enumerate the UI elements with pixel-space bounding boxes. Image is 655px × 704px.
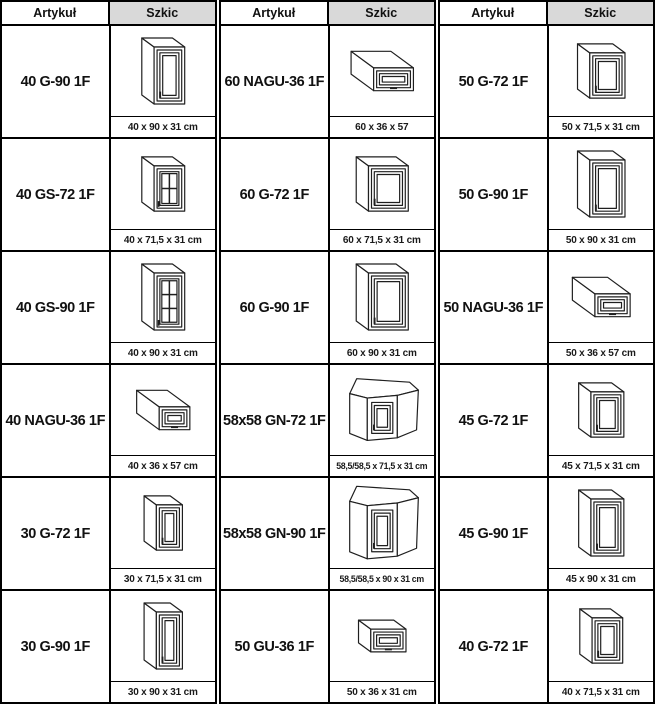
sketch-cell bbox=[547, 591, 654, 702]
article-name: 50 G-90 1F bbox=[458, 186, 528, 203]
dimensions-caption: 50 x 71,5 x 31 cm bbox=[549, 116, 654, 137]
dimensions-caption: 58,5/58,5 x 71,5 x 31 cm bbox=[330, 455, 435, 476]
article-name: 30 G-90 1F bbox=[20, 638, 90, 655]
sketch-cell bbox=[547, 365, 654, 476]
dimensions-caption: 50 x 90 x 31 cm bbox=[549, 229, 654, 250]
article-name: 60 G-72 1F bbox=[239, 186, 309, 203]
table-row bbox=[221, 252, 434, 365]
sketch-cell bbox=[328, 365, 435, 476]
article-cell bbox=[221, 591, 328, 702]
group-rows bbox=[2, 26, 215, 702]
sketch-cell bbox=[109, 139, 216, 250]
article-name: 30 G-72 1F bbox=[20, 525, 90, 542]
corner-wall-cabinet-door-icon bbox=[330, 478, 435, 568]
dimensions-caption: 50 x 36 x 31 cm bbox=[330, 681, 435, 702]
dimensions-caption: 40 x 71,5 x 31 cm bbox=[111, 229, 216, 250]
article-cell bbox=[2, 478, 109, 589]
table-row bbox=[440, 365, 653, 478]
article-cell bbox=[2, 139, 109, 250]
article-cell bbox=[2, 252, 109, 363]
sketch-cell bbox=[328, 252, 435, 363]
article-name: 40 GS-72 1F bbox=[15, 186, 95, 203]
dimensions-caption: 45 x 71,5 x 31 cm bbox=[549, 455, 654, 476]
wall-cabinet-single-door-icon bbox=[549, 365, 654, 455]
table-row bbox=[2, 591, 215, 702]
article-cell bbox=[221, 478, 328, 589]
sketch-cell bbox=[547, 252, 654, 363]
article-name: 40 NAGU-36 1F bbox=[5, 412, 106, 429]
catalog-column-group-3 bbox=[438, 0, 655, 704]
article-cell bbox=[440, 365, 547, 476]
wall-cabinet-single-door-icon bbox=[549, 26, 654, 116]
table-row bbox=[440, 26, 653, 139]
dimensions-caption: 30 x 71,5 x 31 cm bbox=[111, 568, 216, 589]
article-name: 58x58 GN-72 1F bbox=[223, 412, 326, 429]
article-cell bbox=[2, 365, 109, 476]
article-name: 50 NAGU-36 1F bbox=[443, 299, 544, 316]
wall-cabinet-flip-up-door-icon bbox=[111, 365, 216, 455]
wall-cabinet-flip-up-door-icon bbox=[330, 26, 435, 116]
wall-cabinet-flip-up-door-icon bbox=[330, 591, 435, 681]
sketch-cell bbox=[328, 478, 435, 589]
sketch-cell bbox=[109, 365, 216, 476]
sketch-column-header: Szkic bbox=[327, 2, 435, 24]
dimensions-caption: 45 x 90 x 31 cm bbox=[549, 568, 654, 589]
article-cell bbox=[440, 252, 547, 363]
group-rows bbox=[221, 26, 434, 702]
sketch-cell bbox=[547, 139, 654, 250]
table-row bbox=[221, 365, 434, 478]
dimensions-caption: 60 x 71,5 x 31 cm bbox=[330, 229, 435, 250]
article-name: 58x58 GN-90 1F bbox=[223, 525, 326, 542]
sketch-cell bbox=[109, 591, 216, 702]
sketch-cell bbox=[547, 478, 654, 589]
wall-cabinet-single-door-icon bbox=[330, 139, 435, 229]
article-cell bbox=[440, 591, 547, 702]
article-column-header: Artykuł bbox=[471, 6, 515, 20]
table-row bbox=[221, 139, 434, 252]
wall-cabinet-single-door-icon bbox=[330, 252, 435, 342]
dimensions-caption: 60 x 90 x 31 cm bbox=[330, 342, 435, 363]
sketch-cell bbox=[547, 26, 654, 137]
wall-cabinet-single-door-icon bbox=[111, 478, 216, 568]
table-row bbox=[2, 26, 215, 139]
wall-cabinet-flip-up-door-icon bbox=[549, 252, 654, 342]
sketch-cell bbox=[328, 139, 435, 250]
article-name: 50 GU-36 1F bbox=[234, 638, 314, 655]
dimensions-caption: 50 x 36 x 57 cm bbox=[549, 342, 654, 363]
dimensions-caption: 60 x 36 x 57 bbox=[330, 116, 435, 137]
article-name: 60 G-90 1F bbox=[239, 299, 309, 316]
wall-cabinet-single-door-icon bbox=[549, 139, 654, 229]
table-header-row bbox=[221, 2, 434, 26]
catalog-column-group-1 bbox=[0, 0, 217, 704]
table-row bbox=[221, 26, 434, 139]
sketch-cell bbox=[109, 478, 216, 589]
sketch-column-header: Szkic bbox=[108, 2, 216, 24]
wall-cabinet-single-door-icon bbox=[549, 478, 654, 568]
wall-cabinet-single-door-icon bbox=[111, 26, 216, 116]
dimensions-caption: 58,5/58,5 x 90 x 31 cm bbox=[330, 568, 435, 589]
article-name: 40 G-90 1F bbox=[20, 73, 90, 90]
table-row bbox=[221, 591, 434, 702]
dimensions-caption: 30 x 90 x 31 cm bbox=[111, 681, 216, 702]
dimensions-caption: 40 x 90 x 31 cm bbox=[111, 116, 216, 137]
article-cell bbox=[221, 139, 328, 250]
article-name: 60 NAGU-36 1F bbox=[224, 73, 325, 90]
sketch-cell bbox=[109, 252, 216, 363]
article-cell bbox=[221, 252, 328, 363]
sketch-column-header: Szkic bbox=[546, 2, 654, 24]
article-column-header: Artykuł bbox=[252, 6, 296, 20]
article-name: 45 G-90 1F bbox=[458, 525, 528, 542]
table-row bbox=[221, 478, 434, 591]
wall-cabinet-single-door-icon bbox=[111, 591, 216, 681]
article-cell bbox=[440, 478, 547, 589]
article-cell bbox=[221, 26, 328, 137]
article-name: 45 G-72 1F bbox=[458, 412, 528, 429]
wall-cabinet-glass-door-icon bbox=[111, 252, 216, 342]
article-cell bbox=[440, 26, 547, 137]
dimensions-caption: 40 x 36 x 57 cm bbox=[111, 455, 216, 476]
table-row bbox=[440, 591, 653, 702]
table-row bbox=[2, 478, 215, 591]
corner-wall-cabinet-door-icon bbox=[330, 365, 435, 455]
sketch-cell bbox=[328, 26, 435, 137]
article-name: 40 GS-90 1F bbox=[15, 299, 95, 316]
table-row bbox=[2, 365, 215, 478]
article-cell bbox=[440, 139, 547, 250]
article-cell bbox=[221, 365, 328, 476]
article-name: 40 G-72 1F bbox=[458, 638, 528, 655]
article-column-header: Artykuł bbox=[33, 6, 77, 20]
table-row bbox=[440, 478, 653, 591]
table-row bbox=[440, 252, 653, 365]
table-row bbox=[2, 139, 215, 252]
article-name: 50 G-72 1F bbox=[458, 73, 528, 90]
dimensions-caption: 40 x 71,5 x 31 cm bbox=[549, 681, 654, 702]
dimensions-caption: 40 x 90 x 31 cm bbox=[111, 342, 216, 363]
group-rows bbox=[440, 26, 653, 702]
article-cell bbox=[2, 591, 109, 702]
table-header-row bbox=[440, 2, 653, 26]
wall-cabinet-glass-door-icon bbox=[111, 139, 216, 229]
table-header-row bbox=[2, 2, 215, 26]
wall-cabinet-single-door-icon bbox=[549, 591, 654, 681]
article-cell bbox=[2, 26, 109, 137]
table-row bbox=[2, 252, 215, 365]
table-row bbox=[440, 139, 653, 252]
catalog-column-group-2 bbox=[219, 0, 436, 704]
sketch-cell bbox=[328, 591, 435, 702]
sketch-cell bbox=[109, 26, 216, 137]
